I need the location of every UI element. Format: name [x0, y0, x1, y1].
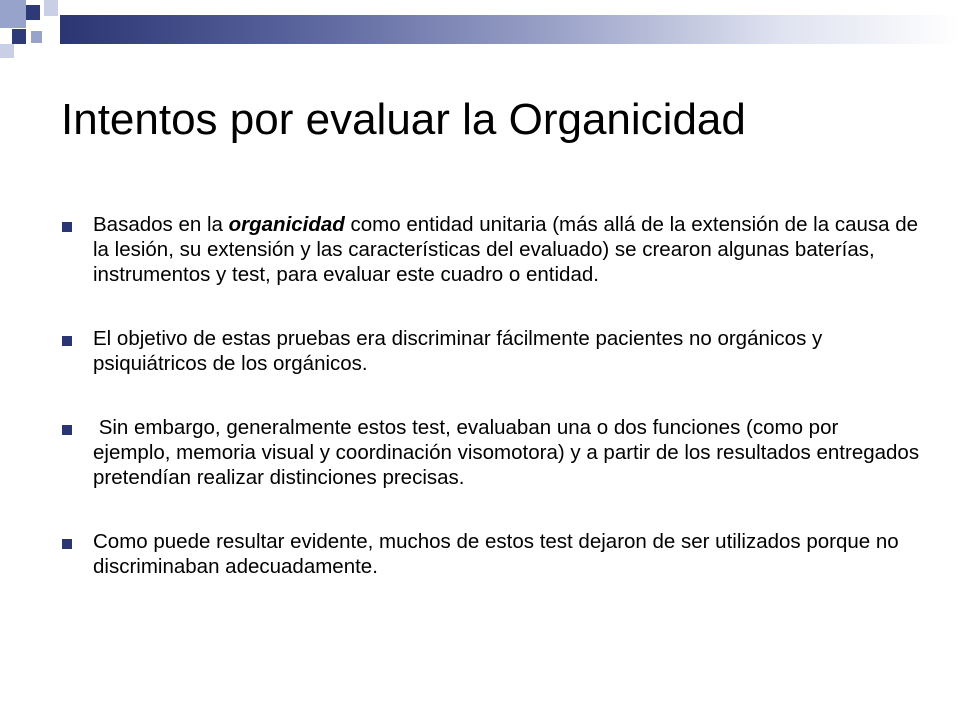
bullet-text-before: Basados en la [93, 213, 229, 236]
bullet-text: Como puede resultar evidente, muchos de estos test dejaron de ser utilizados porque no discriminaban adecuadamente. [93, 530, 899, 578]
decorative-square [0, 44, 14, 58]
bullet-text-emphasis: organicidad [228, 213, 345, 236]
bullet-text: El objetivo de estas pruebas era discriminar fácilmente pacientes no orgánicos y psiquiátricos de los orgánicos. [93, 327, 823, 375]
bullet-list [60, 212, 925, 618]
bullet-text [93, 213, 918, 286]
decorative-square [0, 0, 26, 28]
slide-title: Intentos por evaluar la Organicidad [61, 95, 746, 144]
decorative-square [12, 29, 26, 44]
square-bullet-icon [62, 336, 72, 346]
bullet-text: Sin embargo, generalmente estos test, evaluaban una o dos funciones (como por ejemplo, memoria visual y coordinación visomotora) y a partir de los resultados entregados pretendían realizar distinciones precisas. [93, 416, 925, 489]
square-bullet-icon [62, 539, 72, 549]
header-gradient-bar [60, 15, 960, 44]
decorative-square [44, 0, 58, 16]
square-bullet-icon [62, 222, 72, 232]
bullet-item [60, 415, 925, 490]
decorative-square [26, 5, 40, 20]
bullet-item [60, 212, 920, 287]
bullet-item [60, 326, 920, 376]
decorative-square [31, 31, 42, 43]
bullet-item [60, 529, 920, 579]
square-bullet-icon [62, 425, 72, 435]
bullet-text-after: como entidad unitaria (más allá de la extensión de la causa de la lesión, su extensión y las características del evaluado) se crearon algunas baterías, instrumentos y test, para evaluar este cuadro o entidad. [93, 213, 919, 286]
